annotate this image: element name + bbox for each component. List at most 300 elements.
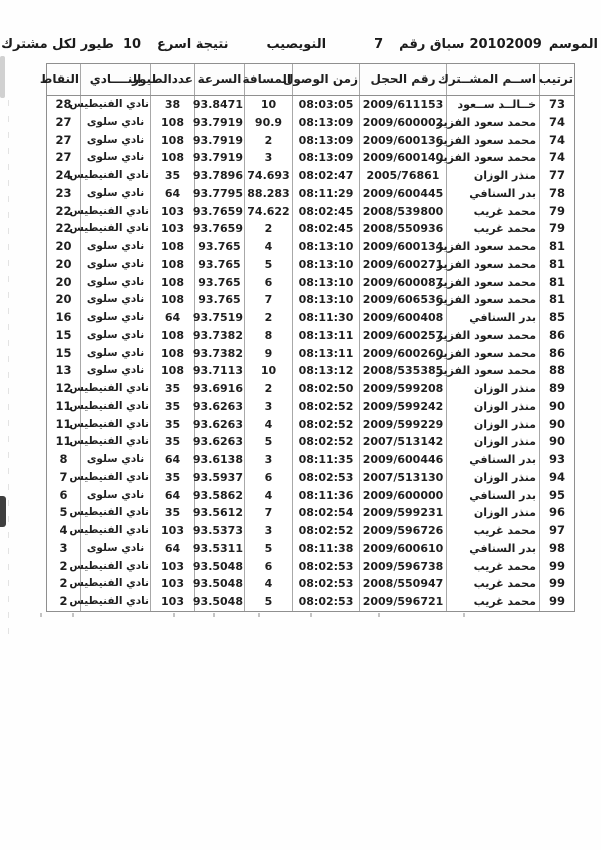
bird-count-cell: 35 (150, 380, 194, 398)
table-row (47, 487, 574, 505)
ring-number-cell: 2008/550947 (359, 575, 446, 593)
rank-cell: 90 (539, 398, 574, 416)
club-cell: نادي الفنيطيس (80, 96, 150, 114)
participant-name-cell: بدر السنافي (446, 487, 539, 505)
column-header-name: اســم المشــترك (446, 64, 539, 95)
distance-cell: 7 (244, 504, 292, 522)
bird-count-cell: 103 (150, 575, 194, 593)
club-cell: نادي سلوى (80, 309, 150, 327)
speed-cell: 93.7113 (194, 362, 244, 380)
points-cell: 8 (59, 452, 68, 466)
participant-name-cell: محمد سعود الفزير (446, 291, 539, 309)
table-row (47, 451, 574, 469)
rank-cell: 81 (539, 238, 574, 256)
club-cell: نادي سلوى (80, 540, 150, 558)
ring-number-cell: 2009/599208 (359, 380, 446, 398)
birds-label: طيور لكل مشترك (1, 37, 114, 52)
participant-name-cell: بدر السنافي (446, 540, 539, 558)
column-header-arrival: زمن الوصول (292, 64, 359, 95)
speed-cell: 93.5311 (194, 540, 244, 558)
rank-cell: 73 (539, 96, 574, 114)
speed-cell: 93.5862 (194, 487, 244, 505)
points-cell: 11 (55, 398, 72, 413)
scan-tick-artifact (40, 613, 42, 617)
column-header-club: النــــادي (80, 64, 150, 95)
club-cell: نادي سلوى (80, 238, 150, 256)
rank-cell: 96 (539, 504, 574, 522)
participant-name-cell: بدر السنافي (446, 451, 539, 469)
table-row (47, 132, 574, 150)
speed-cell: 93.7659 (194, 220, 244, 238)
arrival-time-cell: 08:02:53 (292, 575, 359, 593)
arrival-time-cell: 08:13:10 (292, 238, 359, 256)
distance-cell: 3 (244, 149, 292, 167)
bird-count-cell: 108 (150, 345, 194, 363)
arrival-time-cell: 08:13:09 (292, 149, 359, 167)
bird-count-cell: 38 (150, 96, 194, 114)
ring-number-cell: 2009/600087 (359, 274, 446, 292)
club-cell: نادي سلوى (80, 291, 150, 309)
participant-name-cell: محمد سعود الفزير (446, 274, 539, 292)
club-cell: نادي سلوى (80, 487, 150, 505)
ring-number-cell: 2007/513130 (359, 469, 446, 487)
distance-cell: 5 (244, 433, 292, 451)
speed-cell: 93.5048 (194, 575, 244, 593)
speed-cell: 93.5048 (194, 558, 244, 576)
distance-cell: 3 (244, 398, 292, 416)
rank-cell: 81 (539, 256, 574, 274)
points-cell: 20 (55, 292, 72, 307)
club-cell: نادي سلوى (80, 149, 150, 167)
bird-count-cell: 35 (150, 416, 194, 434)
speed-cell: 93.7896 (194, 167, 244, 185)
speed-cell: 93.7919 (194, 149, 244, 167)
participant-name-cell: محمد غريب (446, 522, 539, 540)
points-cell: 11 (55, 434, 72, 449)
participant-name-cell: محمد سعود الفزير (446, 345, 539, 363)
distance-cell: 74.693 (244, 167, 292, 185)
table-row (47, 220, 574, 238)
participant-name-cell: منذر الوزان (446, 504, 539, 522)
results-table (39, 63, 575, 612)
arrival-time-cell: 08:13:10 (292, 291, 359, 309)
club-cell: نادي الفنيطيس (80, 380, 150, 398)
bird-count-cell: 64 (150, 185, 194, 203)
speed-cell: 93.765 (194, 291, 244, 309)
speed-cell: 93.7919 (194, 114, 244, 132)
points-cell: 20 (55, 239, 72, 253)
ring-number-cell: 2009/600000 (359, 487, 446, 505)
participant-name-cell: منذر الوزان (446, 433, 539, 451)
rank-cell: 94 (539, 469, 574, 487)
bird-count-cell: 35 (150, 398, 194, 416)
birds-per-entry: 10 (122, 37, 142, 52)
bird-count-cell: 103 (150, 203, 194, 221)
club-cell: نادي سلوى (80, 185, 150, 203)
bird-count-cell: 108 (150, 149, 194, 167)
rank-cell: 99 (539, 575, 574, 593)
table-row (47, 416, 574, 434)
club-cell: نادي الفنيطيس (80, 469, 150, 487)
points-cell: 5 (59, 505, 68, 520)
column-header-ring: رقم الحجل (359, 64, 446, 95)
column-header-speed: السرعة (194, 64, 244, 95)
points-cell: 28 (55, 97, 72, 111)
speed-cell: 93.6263 (194, 416, 244, 434)
arrival-time-cell: 08:11:35 (292, 451, 359, 469)
bird-count-cell: 108 (150, 274, 194, 292)
arrival-time-cell: 08:11:30 (292, 309, 359, 327)
bird-count-cell: 103 (150, 220, 194, 238)
table-row (47, 504, 574, 522)
table-body (47, 96, 574, 611)
distance-cell: 2 (244, 309, 292, 327)
table-row (47, 558, 574, 576)
points-cell: 22 (55, 203, 72, 218)
speed-cell: 93.7795 (194, 185, 244, 203)
scan-tick-artifact (378, 613, 380, 617)
scan-tick-artifact (173, 613, 175, 617)
points-cell: 2 (59, 558, 68, 573)
speed-cell: 93.5937 (194, 469, 244, 487)
table-row (47, 433, 574, 451)
distance-cell: 6 (244, 469, 292, 487)
scan-ink-blob-artifact (0, 496, 6, 527)
table-row (47, 149, 574, 167)
rank-cell: 86 (539, 345, 574, 363)
arrival-time-cell: 08:13:10 (292, 274, 359, 292)
season-label: الموسم (548, 37, 598, 52)
points-cell: 4 (59, 523, 68, 537)
table-row (47, 345, 574, 363)
scan-tick-artifact (213, 613, 215, 617)
table-row (47, 593, 574, 611)
distance-cell: 10 (244, 362, 292, 380)
column-header-birds: عددالطيور (150, 64, 194, 95)
column-header-rank: ترتيب (539, 64, 574, 95)
bird-count-cell: 108 (150, 362, 194, 380)
rank-cell: 79 (539, 203, 574, 221)
arrival-time-cell: 08:02:52 (292, 433, 359, 451)
club-cell: نادي الفنيطيس (80, 416, 150, 434)
rank-cell: 77 (539, 167, 574, 185)
ring-number-cell: 2009/600002 (359, 114, 446, 132)
participant-name-cell: منذر الوزان (446, 398, 539, 416)
club-cell: نادي الفنيطيس (80, 167, 150, 185)
points-cell: 24 (55, 168, 72, 182)
participant-name-cell: بدر السنافي (446, 309, 539, 327)
ring-number-cell: 2009/600445 (359, 185, 446, 203)
table-row (47, 167, 574, 185)
distance-cell: 6 (244, 274, 292, 292)
participant-name-cell: محمد سعود الفزير (446, 362, 539, 380)
club-cell: نادي سلوى (80, 274, 150, 292)
table-row (47, 185, 574, 203)
club-cell: نادي الفنيطيس (80, 433, 150, 451)
points-cell: 23 (55, 185, 72, 200)
points-cell: 20 (55, 274, 72, 289)
participant-name-cell: محمد سعود الفزير (446, 114, 539, 132)
rank-cell: 99 (539, 593, 574, 611)
points-cell: 27 (55, 132, 72, 147)
table-row (47, 469, 574, 487)
table-header-row (39, 64, 574, 96)
points-cell: 20 (55, 256, 72, 271)
club-cell: نادي الفنيطيس (80, 522, 150, 540)
table-row (47, 309, 574, 327)
rank-cell: 85 (539, 309, 574, 327)
arrival-time-cell: 08:02:53 (292, 469, 359, 487)
ring-number-cell: 2009/600136 (359, 132, 446, 150)
distance-cell: 2 (244, 220, 292, 238)
distance-cell: 8 (244, 327, 292, 345)
speed-cell: 93.8471 (194, 96, 244, 114)
rank-cell: 90 (539, 433, 574, 451)
speed-cell: 93.6263 (194, 433, 244, 451)
arrival-time-cell: 08:02:50 (292, 380, 359, 398)
participant-name-cell: منذر الوزان (446, 380, 539, 398)
speed-cell: 93.7659 (194, 203, 244, 221)
scan-tick-artifact (463, 613, 465, 617)
arrival-time-cell: 08:03:05 (292, 96, 359, 114)
bird-count-cell: 108 (150, 291, 194, 309)
race-number: 7 (374, 37, 384, 52)
participant-name-cell: بدر السنافي (446, 185, 539, 203)
rank-cell: 78 (539, 185, 574, 203)
club-cell: نادي سلوى (80, 132, 150, 150)
bird-count-cell: 103 (150, 593, 194, 611)
rank-cell: 97 (539, 522, 574, 540)
arrival-time-cell: 08:02:53 (292, 558, 359, 576)
participant-name-cell: خــالــد ســعود (446, 96, 539, 114)
rank-cell: 81 (539, 274, 574, 292)
ring-number-cell: 2009/596726 (359, 522, 446, 540)
club-cell: نادي سلوى (80, 451, 150, 469)
rank-cell: 89 (539, 380, 574, 398)
club-cell: نادي سلوى (80, 362, 150, 380)
rank-cell: 74 (539, 114, 574, 132)
ring-number-cell: 2009/600260 (359, 345, 446, 363)
scan-tick-artifact (72, 613, 74, 617)
points-cell: 13 (55, 363, 72, 378)
distance-cell: 9 (244, 345, 292, 363)
participant-name-cell: منذر الوزان (446, 167, 539, 185)
bird-count-cell: 35 (150, 167, 194, 185)
points-cell: 27 (55, 150, 72, 165)
column-header-points: النقاط (39, 72, 79, 86)
table-row (47, 203, 574, 221)
rank-cell: 74 (539, 132, 574, 150)
rank-cell: 81 (539, 291, 574, 309)
rank-cell: 74 (539, 149, 574, 167)
speed-cell: 93.5373 (194, 522, 244, 540)
scan-edge-line-artifact (8, 100, 9, 640)
bird-count-cell: 64 (150, 309, 194, 327)
table-row (47, 522, 574, 540)
ring-number-cell: 2009/599242 (359, 398, 446, 416)
rank-cell: 98 (539, 540, 574, 558)
arrival-time-cell: 08:02:54 (292, 504, 359, 522)
ring-number-cell: 2009/599229 (359, 416, 446, 434)
ring-number-cell: 2009/600134 (359, 238, 446, 256)
arrival-time-cell: 08:02:45 (292, 203, 359, 221)
arrival-time-cell: 08:13:09 (292, 114, 359, 132)
distance-cell: 10 (244, 96, 292, 114)
bird-count-cell: 64 (150, 451, 194, 469)
arrival-time-cell: 08:13:09 (292, 132, 359, 150)
club-cell: نادي سلوى (80, 114, 150, 132)
participant-name-cell: محمد غريب (446, 220, 539, 238)
speed-cell: 93.5612 (194, 504, 244, 522)
rank-cell: 93 (539, 451, 574, 469)
table-row (47, 327, 574, 345)
ring-number-cell: 2009/600257 (359, 327, 446, 345)
arrival-time-cell: 08:13:11 (292, 345, 359, 363)
ring-number-cell: 2009/600446 (359, 451, 446, 469)
speed-cell: 93.765 (194, 274, 244, 292)
bird-count-cell: 35 (150, 433, 194, 451)
distance-cell: 74.622 (244, 203, 292, 221)
rank-cell: 86 (539, 327, 574, 345)
ring-number-cell: 2008/539800 (359, 203, 446, 221)
distance-cell: 6 (244, 558, 292, 576)
points-cell: 15 (55, 345, 72, 360)
result-type-label: نتيجة اسرع (157, 37, 229, 52)
scan-smudge-artifact (0, 56, 5, 98)
bird-count-cell: 64 (150, 487, 194, 505)
table-row (47, 398, 574, 416)
table-row (47, 362, 574, 380)
points-cell: 15 (55, 327, 72, 342)
arrival-time-cell: 08:13:11 (292, 327, 359, 345)
page-header (0, 37, 598, 57)
speed-cell: 93.6263 (194, 398, 244, 416)
table-row (47, 540, 574, 558)
arrival-time-cell: 08:02:45 (292, 220, 359, 238)
points-cell: 12 (55, 381, 72, 395)
ring-number-cell: 2009/606536 (359, 291, 446, 309)
speed-cell: 93.7919 (194, 132, 244, 150)
speed-cell: 93.6916 (194, 380, 244, 398)
scan-tick-artifact (258, 613, 260, 617)
ring-number-cell: 2009/596738 (359, 558, 446, 576)
participant-name-cell: محمد سعود الفزير (446, 238, 539, 256)
ring-number-cell: 2009/600140 (359, 149, 446, 167)
points-cell: 6 (59, 487, 68, 502)
arrival-time-cell: 08:11:38 (292, 540, 359, 558)
points-cell: 16 (55, 310, 72, 324)
participant-name-cell: منذر الوزان (446, 469, 539, 487)
table-row (47, 291, 574, 309)
participant-name-cell: منذر الوزان (446, 416, 539, 434)
bird-count-cell: 35 (150, 469, 194, 487)
distance-cell: 3 (244, 451, 292, 469)
participant-name-cell: محمد سعود الفزير (446, 132, 539, 150)
rank-cell: 79 (539, 220, 574, 238)
distance-cell: 90.9 (244, 114, 292, 132)
participant-name-cell: محمد سعود الفزير (446, 149, 539, 167)
bird-count-cell: 108 (150, 114, 194, 132)
table-row (47, 274, 574, 292)
points-cell: 11 (55, 416, 72, 431)
arrival-time-cell: 08:02:52 (292, 416, 359, 434)
arrival-time-cell: 08:02:52 (292, 398, 359, 416)
arrival-time-cell: 08:13:12 (292, 362, 359, 380)
distance-cell: 88.283 (244, 185, 292, 203)
speed-cell: 93.5048 (194, 593, 244, 611)
bird-count-cell: 35 (150, 504, 194, 522)
season-value: 20102009 (469, 37, 542, 52)
bird-count-cell: 108 (150, 238, 194, 256)
table-row (47, 238, 574, 256)
bird-count-cell: 108 (150, 327, 194, 345)
ring-number-cell: 2009/600271 (359, 256, 446, 274)
speed-cell: 93.765 (194, 256, 244, 274)
points-cell: 2 (59, 576, 68, 591)
arrival-time-cell: 08:02:53 (292, 593, 359, 611)
distance-cell: 2 (244, 132, 292, 150)
points-cell: 3 (59, 540, 68, 555)
arrival-time-cell: 08:02:52 (292, 522, 359, 540)
bird-count-cell: 64 (150, 540, 194, 558)
arrival-time-cell: 08:11:29 (292, 185, 359, 203)
club-cell: نادي الفنيطيس (80, 575, 150, 593)
club-cell: نادي سلوى (80, 345, 150, 363)
participant-name-cell: محمد سعود الفزير (446, 327, 539, 345)
club-cell: نادي الفنيطيس (80, 593, 150, 611)
ring-number-cell: 2009/600610 (359, 540, 446, 558)
participant-name-cell: محمد غريب (446, 203, 539, 221)
table-row (47, 380, 574, 398)
points-cell: 2 (59, 594, 68, 608)
distance-cell: 5 (244, 540, 292, 558)
arrival-time-cell: 08:11:36 (292, 487, 359, 505)
ring-number-cell: 2009/596721 (359, 593, 446, 611)
table-row (47, 114, 574, 132)
rank-cell: 95 (539, 487, 574, 505)
arrival-time-cell: 08:02:47 (292, 167, 359, 185)
points-cell: 22 (55, 221, 72, 236)
rank-cell: 88 (539, 362, 574, 380)
participant-name-cell: محمد سعود الفزير (446, 256, 539, 274)
distance-cell: 5 (244, 593, 292, 611)
distance-cell: 4 (244, 416, 292, 434)
participant-name-cell: محمد غريب (446, 558, 539, 576)
speed-cell: 93.7382 (194, 345, 244, 363)
points-cell: 7 (59, 469, 68, 484)
ring-number-cell: 2007/513142 (359, 433, 446, 451)
distance-cell: 4 (244, 575, 292, 593)
speed-cell: 93.7519 (194, 309, 244, 327)
speed-cell: 93.6138 (194, 451, 244, 469)
club-cell: نادي سلوى (80, 327, 150, 345)
distance-cell: 2 (244, 380, 292, 398)
scan-tick-artifact (310, 613, 312, 617)
club-cell: نادي الفنيطيس (80, 398, 150, 416)
race-label: سباق رقم (399, 37, 465, 52)
club-cell: نادي الفنيطيس (80, 220, 150, 238)
speed-cell: 93.7382 (194, 327, 244, 345)
column-header-distance: المسافة (244, 64, 292, 95)
bird-count-cell: 108 (150, 132, 194, 150)
rank-cell: 90 (539, 416, 574, 434)
ring-number-cell: 2008/550936 (359, 220, 446, 238)
distance-cell: 4 (244, 238, 292, 256)
arrival-time-cell: 08:13:10 (292, 256, 359, 274)
speed-cell: 93.765 (194, 238, 244, 256)
club-cell: نادي سلوى (80, 256, 150, 274)
points-cell: 27 (55, 114, 72, 129)
